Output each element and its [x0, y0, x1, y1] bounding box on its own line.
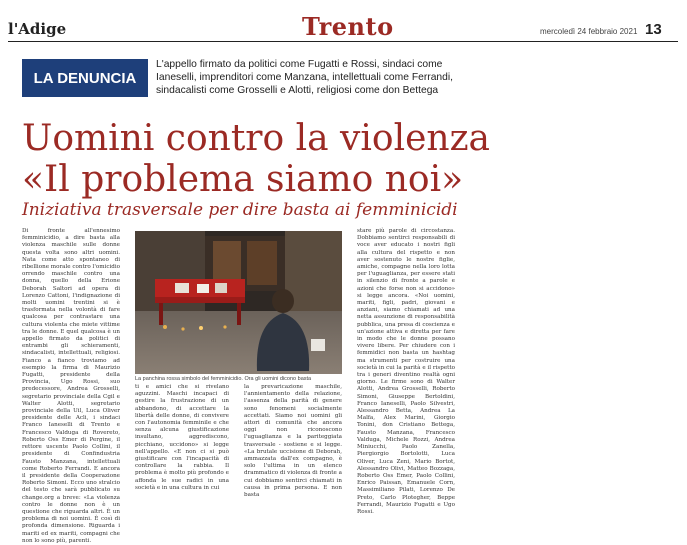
article-column-4: stare più parole di circostanza. Dobbiamo sentirci responsabili di voce aver educato i nostri figli alla cultura del rispetto e non aver sostenuto le nostre figlie, amiche, compagne nella loro lotta per l'uguaglianza, per essere stati in silenzio di fronte a parole e azioni che forse non si accidono» si legge ancora. «Noi uomini, mariti, figli, padri, giovani e anziani, siamo chiamati ad una netta assunzione di responsabilità pubblica, una presa di coscienza e un'azione attiva e diretta per fare in modo che le donne possano vivere libere. Per chiudere con i femmidici non basta un hashtag ma strumenti per costruire una società in cui la parità e il rispetto tra i generi diventino realtà ogni giorno. Le firme sono di Walter Alotti, Andrea Grosselli, Roberto Simoni, Giuseppe Bertoldini, Franco Ianeselli, Paolo Silvestri, Alessandro Betta, Andrea La Malfa, Alex Marini, Giorgio Tonini, don Cristiano Bettega, Fausto Manzana, Francesco Valduga, Michele Rozzi, Andrea Miniucchi, Paolo Zanella, Piergiorgio Bortolotti, Luca Oliver, Luca Zeni, Mario Bortot, Alessandro Olivi, Matteo Bozzaga, Roberto Oss Emer, Paolo Collini, Enrico Paissan, Emanuele Corn, Massimiliano Pilati, Lorenzo De Preto, Carlo Plotegher, Beppe Ferrandi, Maurizio Fugatti e Ugo Rossi.: [357, 228, 455, 515]
article-column-3: la prevaricazione maschile, l'annientamento della relazione, l'assenza della parità di genere sono fenomeni socialmente accettati. Siamo noi uomini gli attori di comunità che ancora oggi non riconoscono l'uguaglianza e la pariteggiata trasversale - sostiene e si legge. «La brutale uccisione di Deborah, ammazzata dall'ex compagno, è solo l'ultima in un elenco drammatico di violenza di fronte a cui dobbiamo sentirci chiamati in causa in prima persona. E non basta: [244, 384, 342, 499]
photo-illustration: [135, 231, 342, 374]
page-header: [0, 0, 687, 40]
kicker-label: LA DENUNCIA: [22, 59, 148, 97]
kicker-text: L'appello firmato da politici come Fugatti e Rossi, sindaci come Ianeselli, imprenditori come Manzana, intellettuali come Ferrandi, sindacalisti come Grosselli e Alotti, religiosi come don Bettega: [156, 59, 454, 96]
headline-line-2: «Il problema siamo noi»: [22, 159, 464, 200]
headline-line-1: Uomini contro la violenza: [22, 118, 490, 159]
issue-date: mercoledì 24 febbraio 2021: [540, 27, 638, 36]
subheadline: Iniziativa trasversale per dire basta ai femminicidi: [22, 200, 458, 220]
newspaper-logo: l'Adige: [8, 20, 67, 38]
article-photo: [135, 231, 342, 374]
page-number: 13: [645, 21, 662, 38]
article-column-1: Di fronte all'ennesimo femminicidio, a dire basta alla violenza maschile sulle donne questa volta sono altri uomini. Nata come atto spontaneo di ribellione morale contro l'omicidio orrendo maschile contro una donna, quello della Erione Deborah Saltori ad opera di Lorenzo Cattoni, l'indignazione di molti uomini trentini si è trasformata nella volontà di fare qualcosa per contrastare una cultura violenta che miete vittime tra le donne. E quel qualcosa è un appello firmato da politici di entrambi gli schieramenti, sindacalisti, intellettuali, religiosi. Fianco a fianco troviamo ad esempio la firma di Maurizio Fugatti, presidente della Provincia, Ugo Rossi, suo predecessore, Andrea Grosselli, segretario provinciale della Cgil e Walter Alotti, segretario provinciale della Uil, Luca Oliver presidente delle Acli, i sindaci Franco Ianeselli di Trento e Francesco Valduga di Rovereto, Roberto Oss Emer di Pergine, il rettore uscente Paolo Collini, il presidente di Confindustria Fausto Manzana, intellettuali come Roberto Ferrandi. E ancora il presidente della Cooperazione Roberto Simoni. Ecco uno stralcio del testo che sarà pubblicato su change.org a breve: «La violenza contro le donne non è un questione che riguarda altri. È un problema di noi uomini. È così di profonda dimensione. Riguarda i mariti ed ex mariti, compagni che non lo sono più, parenti.: [22, 228, 120, 544]
article-column-2: ti e amici che si rivelano aguzzini. Maschi incapaci di gestire la frustrazione di un abbandono, di accettare la libertà delle donne, di convivere con l'autonomia femminile e che senza alcuna giustificazione insultano, aggrediscono, picchiano, uccidono» si legge nell'appello. «E non ci si può giustificare con l'incapacità di controllare la rabbia. Il problema è molto più profondo e affonda le sue radici in una società e in una cultura in cui: [135, 384, 229, 491]
headline: [22, 118, 642, 200]
section-title: Trento: [302, 12, 394, 41]
photo-caption: La panchina rossa simbolo del femminicidio. Ora gli uomini dicono basta: [135, 376, 312, 382]
header-divider: [8, 41, 678, 42]
